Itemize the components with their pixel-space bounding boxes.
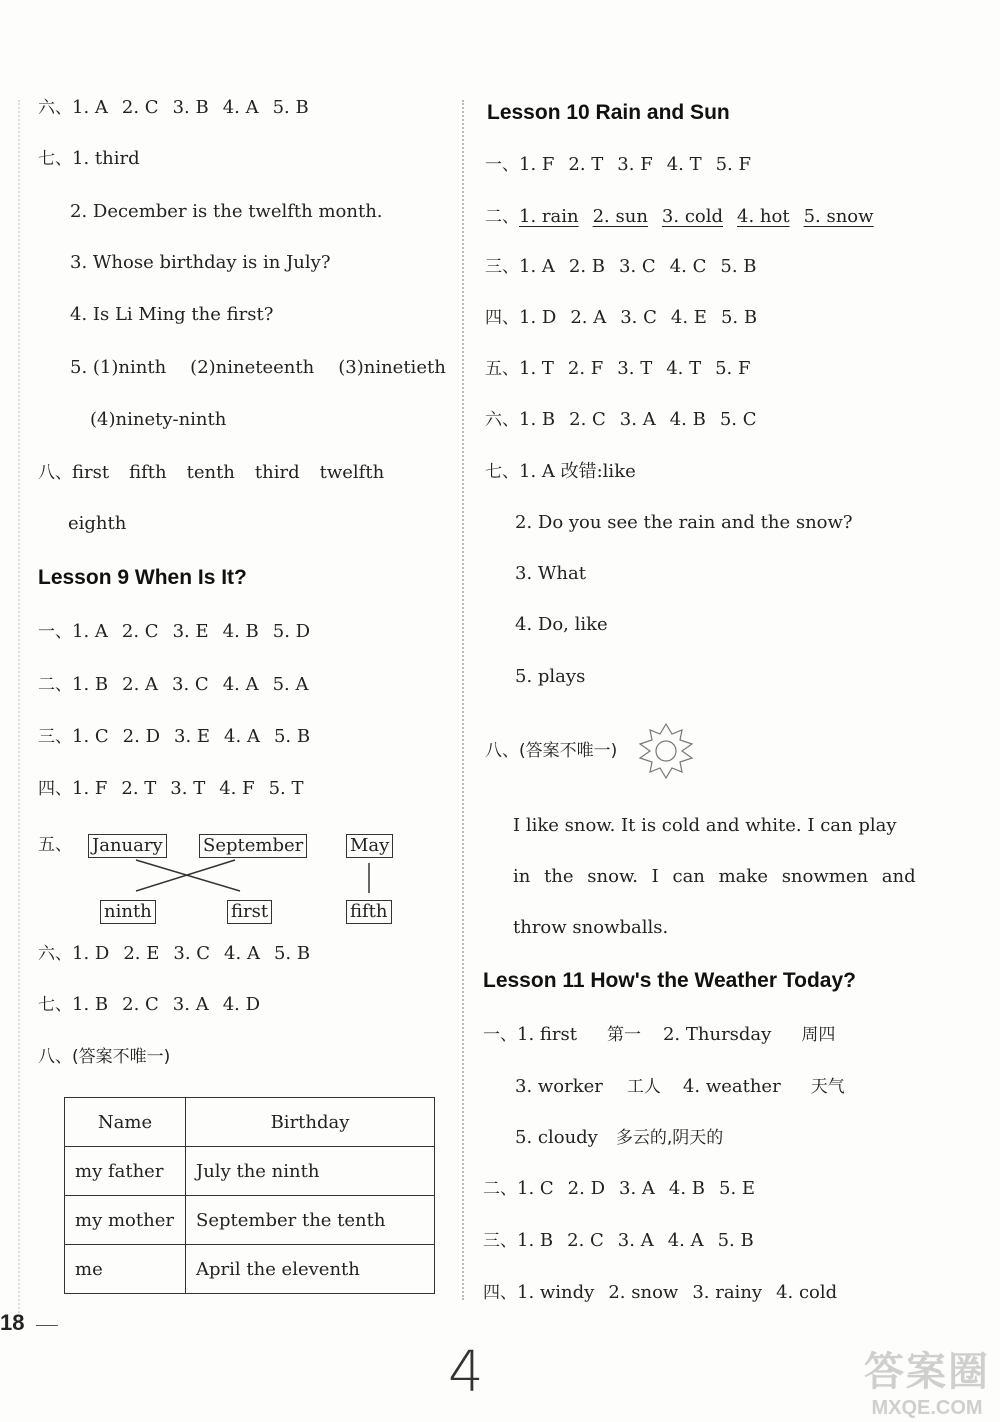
table-header-name: Name: [65, 1098, 186, 1147]
lesson11-section-one-row-2: 3. worker 工人 4. weather 天气: [515, 1076, 845, 1097]
lesson10-section-seven-4: 4. Do, like: [515, 614, 608, 635]
snowflake-icon: [630, 718, 702, 784]
lesson10-section-seven-2: 2. Do you see the rain and the snow?: [515, 512, 853, 533]
table-row: [65, 1245, 435, 1294]
lesson10-section-six: 六、1. B 2. C 3. A 4. B 5. C: [485, 409, 757, 430]
birthday-table: [64, 1097, 435, 1294]
table-cell: me: [65, 1245, 186, 1294]
left-section-seven-2: 2. December is the twelfth month.: [70, 201, 383, 222]
table-row: [65, 1196, 435, 1245]
handwritten-mark: 4: [448, 1340, 484, 1405]
table-header-row: [65, 1098, 435, 1147]
lesson10-section-five: 五、1. T 2. F 3. T 4. T 5. F: [485, 358, 751, 379]
match-box-may: May: [346, 834, 393, 858]
table-header-birthday: Birthday: [186, 1098, 435, 1147]
lesson11-section-one-row-1: 一、1. first 第一 2. Thursday 周四: [483, 1024, 836, 1045]
watermark-logo: 答案圈: [864, 1350, 990, 1394]
lesson9-section-eight: 八、(答案不唯一): [38, 1047, 171, 1067]
lesson11-section-three: 三、1. B 2. C 3. A 4. A 5. B: [483, 1230, 754, 1251]
lesson10-section-three: 三、1. A 2. B 3. C 4. C 5. B: [485, 256, 757, 277]
table-cell: September the tenth: [186, 1196, 435, 1245]
left-section-seven-1: 七、1. third: [38, 148, 140, 169]
table-cell: July the ninth: [186, 1147, 435, 1196]
lesson10-essay-line-2: in the snow. I can make snowmen and: [513, 866, 916, 887]
left-section-eight: 八、first fifth tenth third twelfth: [38, 462, 385, 483]
lesson9-section-two: 二、1. B 2. A 3. C 4. A 5. A: [38, 674, 309, 695]
lesson11-section-four: 四、1. windy 2. snow 3. rainy 4. cold: [483, 1282, 838, 1303]
lesson10-section-one: 一、1. F 2. T 3. F 4. T 5. F: [485, 154, 751, 175]
lesson10-title: Lesson 10 Rain and Sun: [487, 101, 730, 124]
table-row: [65, 1147, 435, 1196]
lesson9-section-seven: 七、1. B 2. C 3. A 4. D: [38, 994, 261, 1015]
left-section-six: 六、1. A 2. C 3. B 4. A 5. B: [38, 97, 309, 118]
lesson10-section-seven-1: 七、1. A 改错:like: [485, 461, 636, 482]
lesson9-section-six: 六、1. D 2. E 3. C 4. A 5. B: [38, 943, 311, 964]
lesson9-section-five-prefix: 五、: [38, 835, 72, 855]
lesson9-section-four: 四、1. F 2. T 3. T 4. F 5. T: [38, 778, 304, 799]
lesson10-section-eight-prefix: 八、(答案不唯一): [485, 741, 618, 761]
lesson10-essay-line-3: throw snowballs.: [513, 917, 669, 938]
lesson11-title: Lesson 11 How's the Weather Today?: [483, 969, 856, 992]
match-box-first: first: [227, 900, 272, 924]
lesson9-section-three: 三、1. C 2. D 3. E 4. A 5. B: [38, 726, 311, 747]
table-cell: my father: [65, 1147, 186, 1196]
match-box-january: January: [88, 834, 167, 858]
lesson10-essay-line-1: I like snow. It is cold and white. I can play: [513, 815, 897, 836]
lesson11-section-one-row-3: 5. cloudy 多云的,阴天的: [515, 1127, 724, 1148]
lesson9-section-one: 一、1. A 2. C 3. E 4. B 5. D: [38, 621, 311, 642]
match-box-fifth: fifth: [346, 900, 392, 924]
lesson10-section-seven-5: 5. plays: [515, 666, 586, 687]
watermark: [864, 1340, 990, 1420]
lesson11-section-two: 二、1. C 2. D 3. A 4. B 5. E: [483, 1178, 756, 1199]
watermark-url: MXQE.COM: [871, 1397, 983, 1419]
lesson10-section-two: 二、1. rain 2. sun 3. cold 4. hot 5. snow: [485, 206, 874, 227]
left-section-seven-4: 4. Is Li Ming the first?: [70, 304, 274, 325]
left-section-seven-5: 5. (1)ninth (2)nineteenth (3)ninetieth: [70, 357, 446, 378]
match-box-ninth: ninth: [100, 900, 156, 924]
page-number-rule: [36, 1325, 58, 1326]
lesson9-title: Lesson 9 When Is It?: [38, 566, 247, 589]
left-section-eight-last: eighth: [68, 513, 127, 534]
lesson10-section-four: 四、1. D 2. A 3. C 4. E 5. B: [485, 307, 758, 328]
page-number: 18: [0, 1310, 25, 1335]
match-box-september: September: [199, 834, 307, 858]
left-section-seven-3: 3. Whose birthday is in July?: [70, 252, 331, 273]
left-section-seven-5d: (4)ninety-ninth: [90, 409, 227, 430]
table-cell: my mother: [65, 1196, 186, 1245]
table-cell: April the eleventh: [186, 1245, 435, 1294]
lesson10-section-seven-3: 3. What: [515, 563, 586, 584]
